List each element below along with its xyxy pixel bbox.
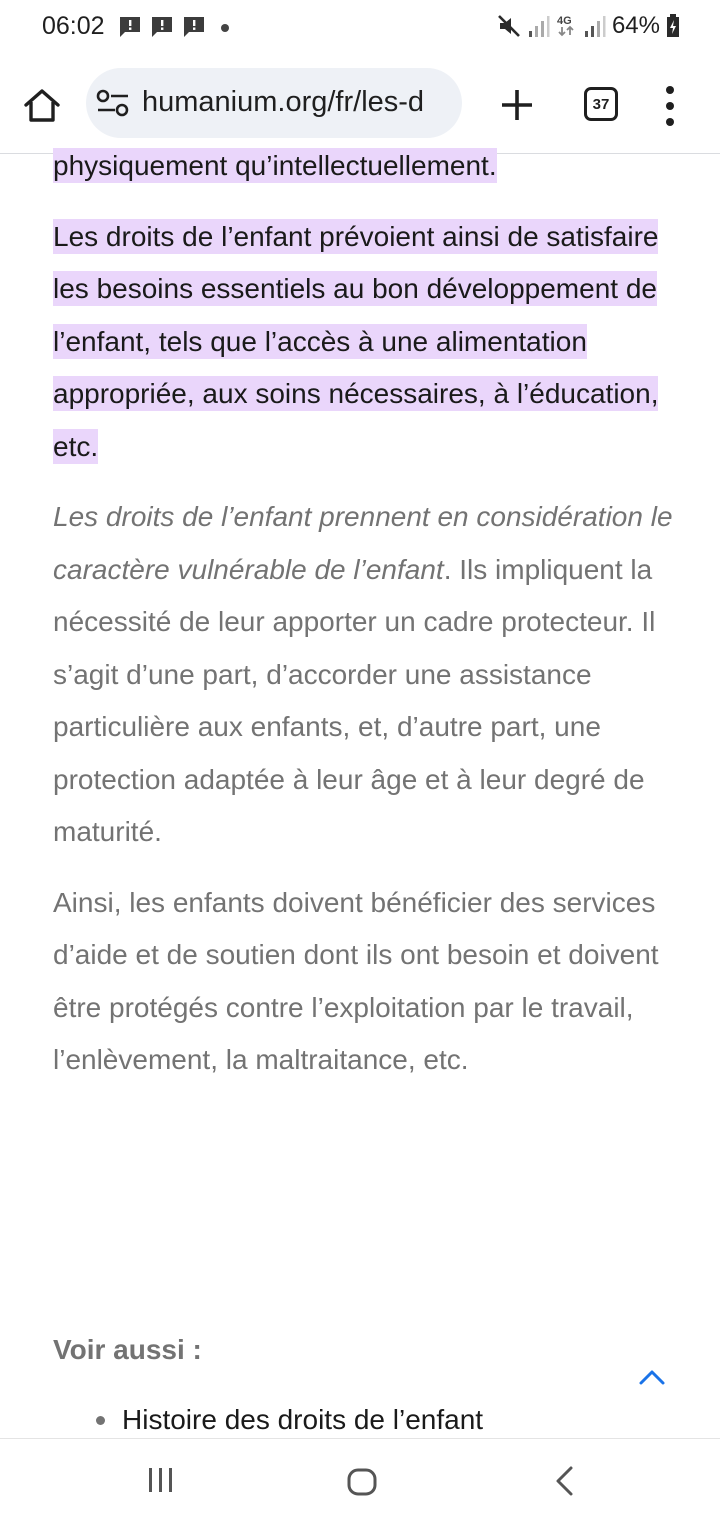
network-label: 4G bbox=[556, 15, 572, 27]
message-alert-icon bbox=[182, 16, 206, 38]
menu-dot bbox=[666, 118, 674, 126]
plus-icon[interactable] bbox=[496, 84, 538, 126]
see-also-heading: Voir aussi : bbox=[53, 1334, 202, 1365]
see-also-link-label[interactable]: Histoire des droits de l’enfant bbox=[122, 1404, 484, 1435]
bullet-icon bbox=[96, 1416, 105, 1425]
italic-text: Les droits de l’enfant prennent en considération le caractère vulnérable de l’enfant bbox=[53, 501, 673, 585]
status-time: 06:02 bbox=[42, 12, 105, 40]
back-icon[interactable] bbox=[552, 1465, 576, 1497]
address-bar[interactable] bbox=[86, 68, 462, 138]
paragraph-3 bbox=[53, 491, 673, 859]
more-vert-icon[interactable] bbox=[660, 86, 680, 126]
menu-dot bbox=[666, 86, 674, 94]
status-bar bbox=[0, 0, 720, 56]
signal-icon-2 bbox=[584, 14, 606, 38]
see-also-link[interactable] bbox=[96, 1404, 483, 1436]
notification-icons bbox=[118, 16, 206, 38]
home-icon[interactable] bbox=[20, 84, 64, 128]
message-alert-icon bbox=[150, 16, 174, 38]
battery-charging-icon bbox=[666, 14, 680, 38]
mute-icon bbox=[496, 13, 522, 39]
paragraph-1 bbox=[53, 140, 673, 193]
url-text[interactable]: humanium.org/fr/les-d bbox=[142, 86, 425, 118]
tab-count: 37 bbox=[592, 95, 610, 113]
highlighted-text: Les droits de l’enfant prévoient ainsi de satisfaire les besoins essentiels au bon développement de l’enfant, tels que l’accès à une alimentation appropriée, aux soins nécessaires, à l’éducation, etc. bbox=[53, 220, 659, 462]
battery-percent: 64% bbox=[611, 12, 660, 39]
tune-icon[interactable] bbox=[96, 88, 130, 118]
highlighted-text: physiquement qu’intellectuellement. bbox=[53, 150, 497, 181]
paragraph-4: Ainsi, les enfants doivent bénéficier des services d’aide et de soutien dont ils ont besoin et doivent être protégés contre l’exploitation par le travail, l’enlèvement, la maltraitance, etc. bbox=[53, 886, 659, 1075]
chevron-up-icon[interactable] bbox=[636, 1364, 668, 1390]
signal-icon bbox=[528, 14, 550, 38]
tab-switcher-button[interactable] bbox=[584, 87, 618, 121]
system-navigation-bar bbox=[0, 1438, 720, 1520]
network-4g-icon bbox=[556, 13, 578, 39]
paragraph-2 bbox=[53, 211, 673, 474]
recents-icon[interactable] bbox=[146, 1467, 176, 1493]
article-content bbox=[53, 140, 673, 1087]
menu-dot bbox=[666, 102, 674, 110]
paragraph-text: . Ils impliquent la nécessité de leur apporter un cadre protecteur. Il s’agit d’une part, d’accorder une assistance particulière aux enfants, et, d’autre part, une protection adaptée à leur âge et à leur degré de maturité. bbox=[53, 553, 656, 847]
more-notifications-dot bbox=[221, 24, 229, 32]
message-alert-icon bbox=[118, 16, 142, 38]
nav-home-icon[interactable] bbox=[346, 1467, 378, 1497]
status-right bbox=[496, 12, 680, 40]
